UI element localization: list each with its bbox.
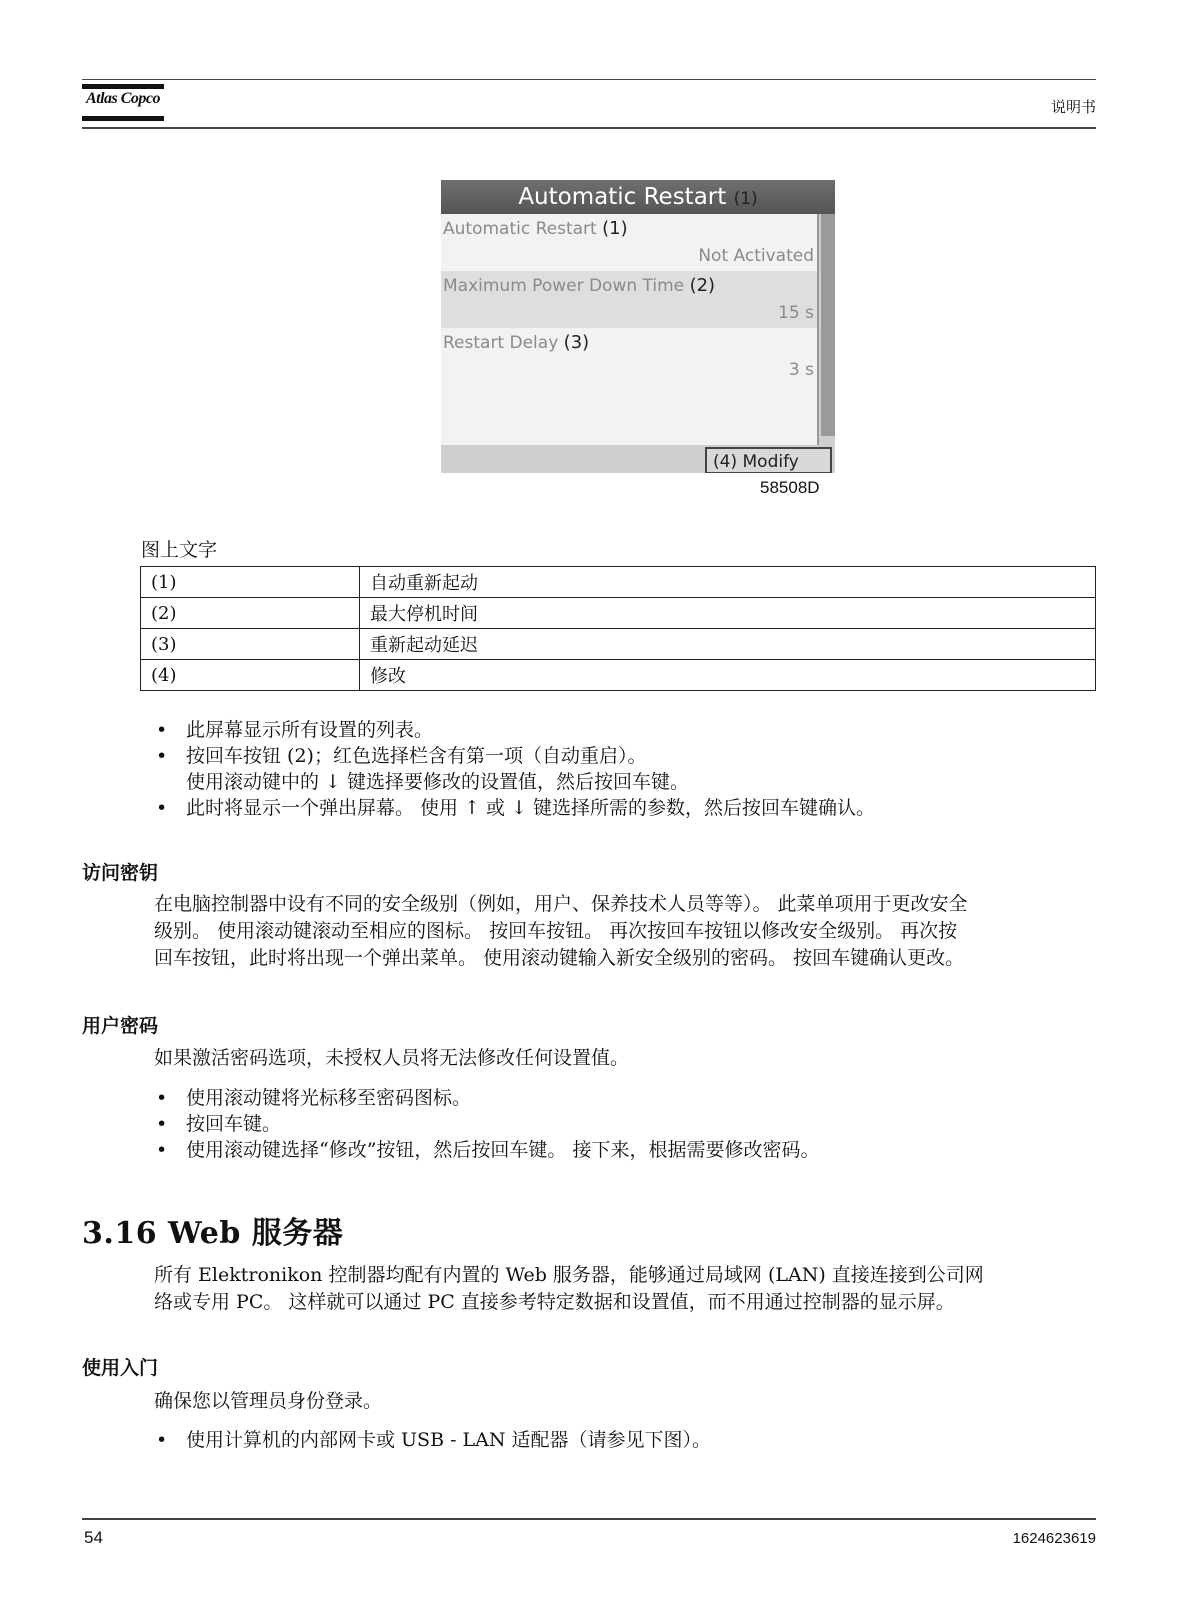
screen-scrollbar[interactable] (817, 214, 835, 445)
bullet-text: 使用滚动键选择“修改”按钮，然后按回车键。 接下来，根据需要修改密码。 (186, 1139, 820, 1161)
modify-callout: (4) (713, 452, 738, 472)
document-number: 1624623619 (1012, 1530, 1096, 1547)
list-item: • 按回车键。 (156, 1113, 282, 1135)
page-number: 54 (84, 1528, 103, 1547)
screen-title: Automatic Restart (518, 184, 727, 210)
legend-text: 重新起动延迟 (360, 629, 1096, 660)
setting-label: Automatic Restart (443, 219, 597, 239)
doc-type-label: 说明书 (1050, 98, 1096, 116)
legend-ref: (2) (141, 598, 360, 629)
list-item: • 此时将显示一个弹出屏幕。 使用 ↑ 或 ↓ 键选择所需的参数，然后按回车键确认。 (156, 797, 876, 819)
list-item: • 使用滚动键选择“修改”按钮，然后按回车键。 接下来，根据需要修改密码。 (156, 1139, 820, 1161)
list-item: • 此屏幕显示所有设置的列表。 (156, 719, 434, 741)
controller-screen-figure (441, 180, 835, 473)
setting-label: Maximum Power Down Time (443, 276, 685, 296)
legend-text: 最大停机时间 (360, 598, 1096, 629)
table-row (141, 567, 1096, 598)
bullet-text: 此时将显示一个弹出屏幕。 使用 ↑ 或 ↓ 键选择所需的参数，然后按回车键确认。 (186, 797, 876, 819)
table-row (141, 598, 1096, 629)
paragraph-line: 确保您以管理员身份登录。 (154, 1390, 383, 1412)
setting-row-max-power-down-time[interactable] (441, 271, 817, 328)
setting-row-restart-delay[interactable] (441, 328, 817, 385)
paragraph-line: 在电脑控制器中设有不同的安全级别（例如，用户、保养技术人员等等）。 此菜单项用于更改安全 (154, 893, 968, 915)
legend-ref: (3) (141, 629, 360, 660)
legend-ref: (1) (141, 567, 360, 598)
screen-footer-bar (441, 445, 835, 473)
atlas-copco-logo (82, 84, 164, 124)
bullet-text: 按回车按钮 (2)；红色选择栏含有第一项（自动重启）。 (186, 745, 647, 767)
section-heading-web-server: 3.16 Web 服务器 (82, 1216, 344, 1251)
screen-title-callout: (1) (733, 189, 758, 209)
table-row (141, 660, 1096, 691)
paragraph-line: 回车按钮，此时将出现一个弹出菜单。 使用滚动键输入新安全级别的密码。 按回车键确认更改。 (154, 947, 965, 969)
header-rule-top (82, 79, 1096, 80)
modify-label: Modify (742, 452, 799, 472)
list-item-continuation (186, 769, 689, 795)
legend-table (140, 566, 1096, 691)
bullet-text: 使用滚动键将光标移至密码图标。 (186, 1087, 472, 1109)
header-rule-bottom (82, 127, 1096, 129)
bullet-text: 使用计算机的内部网卡或 USB - LAN 适配器（请参见下图）。 (186, 1429, 712, 1451)
logo-wordmark: Atlas Copco (85, 90, 161, 107)
setting-value: 3 s (788, 360, 814, 380)
setting-callout: (1) (602, 218, 628, 239)
section-heading-access-key: 访问密钥 (82, 862, 159, 884)
setting-value: Not Activated (698, 246, 814, 266)
setting-callout: (3) (563, 332, 590, 353)
footer-rule (82, 1518, 1096, 1520)
figure-id: 58508D (760, 478, 820, 497)
legend-ref: (4) (141, 660, 360, 691)
legend-text: 修改 (360, 660, 1096, 691)
setting-label: Restart Delay (443, 333, 559, 353)
legend-text: 自动重新起动 (360, 567, 1096, 598)
bullet-text: 使用滚动键中的 ↓ 键选择要修改的设置值，然后按回车键。 (186, 771, 690, 793)
paragraph-line: 络或专用 PC。 这样就可以通过 PC 直接参考特定数据和设置值，而不用通过控制器的显示屏。 (154, 1291, 955, 1313)
bullet-text: 按回车键。 (186, 1113, 282, 1135)
setting-row-automatic-restart[interactable] (441, 214, 817, 271)
list-item: • 按回车按钮 (2)；红色选择栏含有第一项（自动重启）。 (156, 745, 647, 767)
setting-callout: (2) (689, 275, 716, 296)
section-heading-user-password: 用户密码 (82, 1015, 159, 1037)
screen-title-bar (441, 180, 835, 214)
table-row (141, 629, 1096, 660)
list-item: • 使用滚动键将光标移至密码图标。 (156, 1087, 472, 1109)
list-item: • 使用计算机的内部网卡或 USB - LAN 适配器（请参见下图）。 (156, 1429, 712, 1451)
modify-button[interactable] (705, 447, 832, 473)
bullet-text: 此屏幕显示所有设置的列表。 (186, 719, 434, 741)
paragraph-line: 如果激活密码选项，未授权人员将无法修改任何设置值。 (154, 1047, 630, 1069)
section-heading-getting-started: 使用入门 (82, 1357, 159, 1379)
scrollbar-thumb[interactable] (821, 214, 835, 436)
setting-value: 15 s (778, 303, 814, 323)
paragraph-line: 所有 Elektronikon 控制器均配有内置的 Web 服务器，能够通过局域网 (LAN) 直接连接到公司网 (154, 1264, 984, 1286)
legend-title: 图上文字 (141, 539, 218, 561)
paragraph-line: 级别。 使用滚动键滚动至相应的图标。 按回车按钮。 再次按回车按钮以修改安全级别。 再次按 (154, 920, 958, 942)
